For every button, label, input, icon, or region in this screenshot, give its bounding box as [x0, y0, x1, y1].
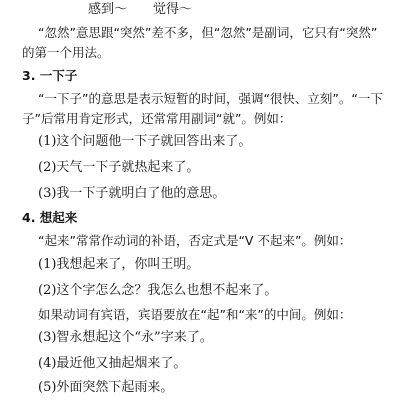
example-sentence: (2)天气一下子就热起来了。: [38, 160, 200, 175]
section-3-heading: 3. 一下子: [22, 68, 78, 83]
section-3-para-line-1: “一下子”的意思是表示短暂的时间，强调“很快、立刻”。“一下: [38, 91, 383, 106]
section-4-para-2: 如果动词有宾语，宾语要放在“起”和“来”的中间。例如：: [38, 307, 352, 322]
section-4-heading: 4. 想起来: [22, 210, 78, 225]
example-sentence: (1)这个问题他一下子就回答出来了。: [38, 134, 252, 149]
example-sentence: (2)这个字怎么念？我怎么也想不起来了。: [38, 283, 278, 298]
example-sentence: (3)我一下子就明白了他的意思。: [38, 186, 226, 201]
usage-pair-line: 感到～ 觉得～: [88, 2, 193, 17]
example-sentence: (4)最近他又抽起烟来了。: [38, 356, 187, 371]
note-line-2: 的第一个用法。: [22, 45, 110, 60]
section-3-para-line-2: 子”后常用肯定形式，还常常用副词“就”。例如：: [22, 111, 292, 126]
note-line-1: “忽然”意思跟“突然”差不多，但“忽然”是副词，它只有“突然”: [38, 25, 378, 40]
example-sentence: (5)外面突然下起雨来。: [38, 380, 174, 395]
example-sentence: (1)我想起来了，你叫王明。: [38, 257, 200, 272]
example-sentence: (3)智永想起这个“永”字来了。: [38, 330, 213, 345]
section-4-para: “起来”常常作动词的补语，否定式是“V 不起来”。例如：: [38, 233, 352, 248]
